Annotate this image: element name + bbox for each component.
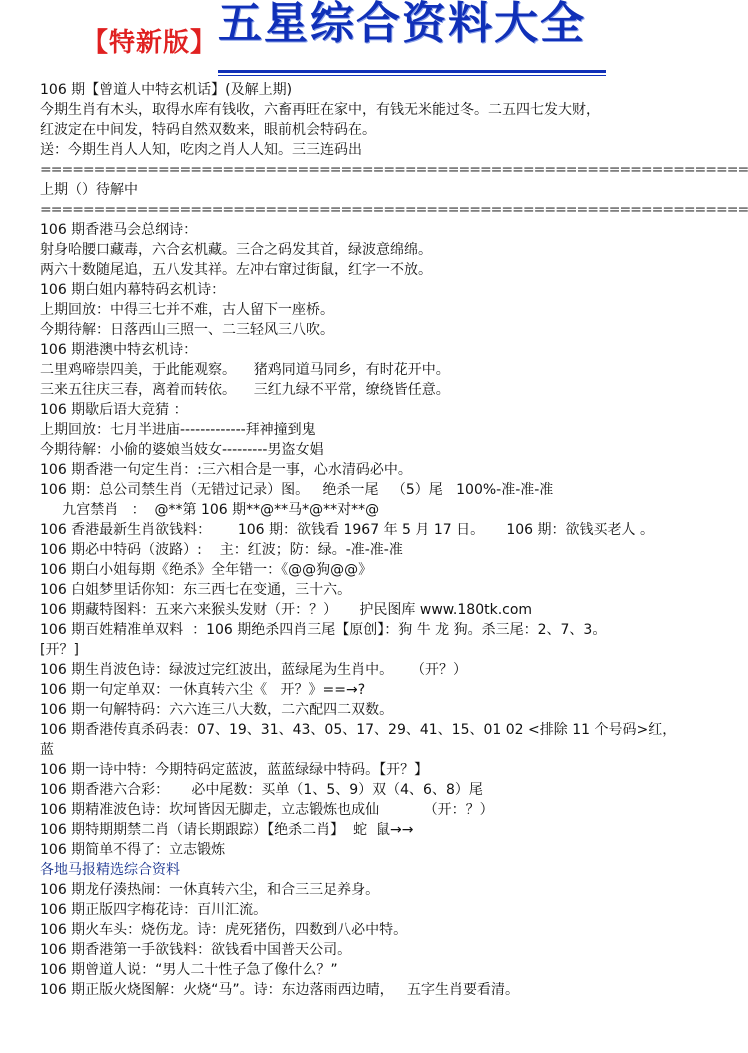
page-title: 五星综合资料大全 <box>218 0 586 49</box>
text-line: 红波定在中间发，特码自然双数来，眼前机会特码在。 <box>40 122 376 138</box>
separator-line: ================================================================== <box>40 162 748 178</box>
text-line: 上期回放：中得三七并不难，古人留下一座桥。 <box>40 302 334 318</box>
text-line: [开？] <box>40 642 79 658</box>
header-banner <box>0 0 707 80</box>
text-line: 106 期香港一句定生肖：:三六相合是一事，心水清码必中。 <box>40 462 412 478</box>
text-line: 106 期：总公司禁生肖（无错过记录）图。 绝杀一尾 （5）尾 100%-准-准-准 <box>40 482 554 498</box>
text-line: 106 期特期期禁二肖（请长期跟踪）【绝杀二肖】 蛇 鼠→→ <box>40 822 414 838</box>
text-line: 106 期正版四字梅花诗：百川汇流。 <box>40 902 268 918</box>
text-line: 106 期百姓精准单双料 ：106 期绝杀四肖三尾【原创】：狗 牛 龙 狗。杀三尾：2、7、3。 <box>40 622 607 638</box>
document-body <box>40 80 748 1000</box>
text-line: 106 白姐梦里话你知：东三西七在变通，三十六。 <box>40 582 352 598</box>
text-line: 三来五往庆三春，离着而转依。 三红九绿不平常，缭绕皆任意。 <box>40 382 450 398</box>
text-line: 106 期歇后语大竞猜 ： <box>40 402 188 418</box>
text-line: 蓝 <box>40 742 54 758</box>
text-line: 106 期一句解特码：六六连三八大数，二六配四二双数。 <box>40 702 394 718</box>
text-line: 106 期火车头：烧伤龙。诗：虎死猪伤，四数到八必中特。 <box>40 922 408 938</box>
text-line: 上期（）待解中 <box>40 182 138 198</box>
text-line: 106 期香港第一手欲钱料：欲钱看中国普天公司。 <box>40 942 352 958</box>
text-line: 106 期简单不得了：立志锻炼 <box>40 842 226 858</box>
text-line: 106 期必中特码（波路）: 主：红波；防：绿。-准-准-准 <box>40 542 403 558</box>
text-line: 九宫禁肖 ： @**第 106 期**@**马*@**对**@ <box>40 502 380 518</box>
text-line: 射身哈腰口藏毒，六合玄机藏。三合之码发其首，绿波意绵绵。 <box>40 242 432 258</box>
text-line: 106 香港最新生肖欲钱料： 106 期：欲钱看 1967 年 5 月 17 日。 106 期：欲钱买老人 。 <box>40 522 654 538</box>
text-line: 今期待解：小偷的婆娘当妓女---------男盗女娼 <box>40 442 324 458</box>
text-line: 送：今期生肖人人知，吃肉之肖人人知。三三连码出 <box>40 142 362 158</box>
text-line: 106 期一句定单双：一休真转六尘《 开？》==→? <box>40 682 366 698</box>
text-line: 106 期港澳中特玄机诗： <box>40 342 198 358</box>
text-line: 106 期生肖波色诗：绿波过完红波出，蓝绿尾为生肖中。 （开？） <box>40 662 467 678</box>
text-line: 106 期精准波色诗：坎坷皆因无脚走，立志锻炼也成仙 （开：？） <box>40 802 494 818</box>
text-line: 106 期白小姐每期《绝杀》全年错一：《@@狗@@》 <box>40 562 373 578</box>
text-line: 106 期曾道人说：“男人二十性子急了像什么？” <box>40 962 338 978</box>
text-line: 今期生肖有木头，取得水库有钱收，六畜再旺在家中，有钱无米能过冬。二五四七发大财， <box>40 102 600 118</box>
text-line: 106 期香港传真杀码表：07、19、31、43、05、17、29、41、15、01 02 <排除 11 个号码>红， <box>40 722 677 738</box>
text-line: 上期回放：七月半进庙-------------拜神撞到鬼 <box>40 422 316 438</box>
separator-line: ================================================================== <box>40 202 748 218</box>
text-line: 106 期藏特图料：五来六来猴头发财（开：？） 护民图库 www.180tk.com <box>40 602 533 618</box>
text-line: 106 期【曾道人中特玄机话】(及解上期) <box>40 82 293 98</box>
text-line: 106 期龙仔湊热闹：一休真转六尘，和合三三足养身。 <box>40 882 380 898</box>
text-line: 今期待解：日落西山三照一、二三轻风三八吹。 <box>40 322 334 338</box>
text-line: 106 期一诗中特：今期特码定蓝波，蓝蓝绿绿中特码。【开？】 <box>40 762 429 778</box>
text-line: 106 期香港马会总纲诗： <box>40 222 198 238</box>
section-heading: 各地马报精选综合资料 <box>40 862 180 878</box>
text-line: 两六十数随尾追，五八发其祥。左冲右窜过街鼠，红字一不放。 <box>40 262 432 278</box>
title-underline-thin <box>218 75 606 76</box>
text-line: 106 期正版火烧图解：火烧“马”。诗：东边落雨西边晴， 五字生肖要看清。 <box>40 982 520 998</box>
text-line: 106 期香港六合彩： 必中尾数：买单（1、5、9）双（4、6、8）尾 <box>40 782 483 798</box>
text-line: 106 期白姐内幕特码玄机诗： <box>40 282 226 298</box>
title-underline <box>218 70 606 73</box>
text-line: 二里鸡啼崇四美，于此能观察。 猪鸡同道马同乡，有时花开中。 <box>40 362 450 378</box>
edition-tag: 【特新版】 <box>82 28 218 58</box>
